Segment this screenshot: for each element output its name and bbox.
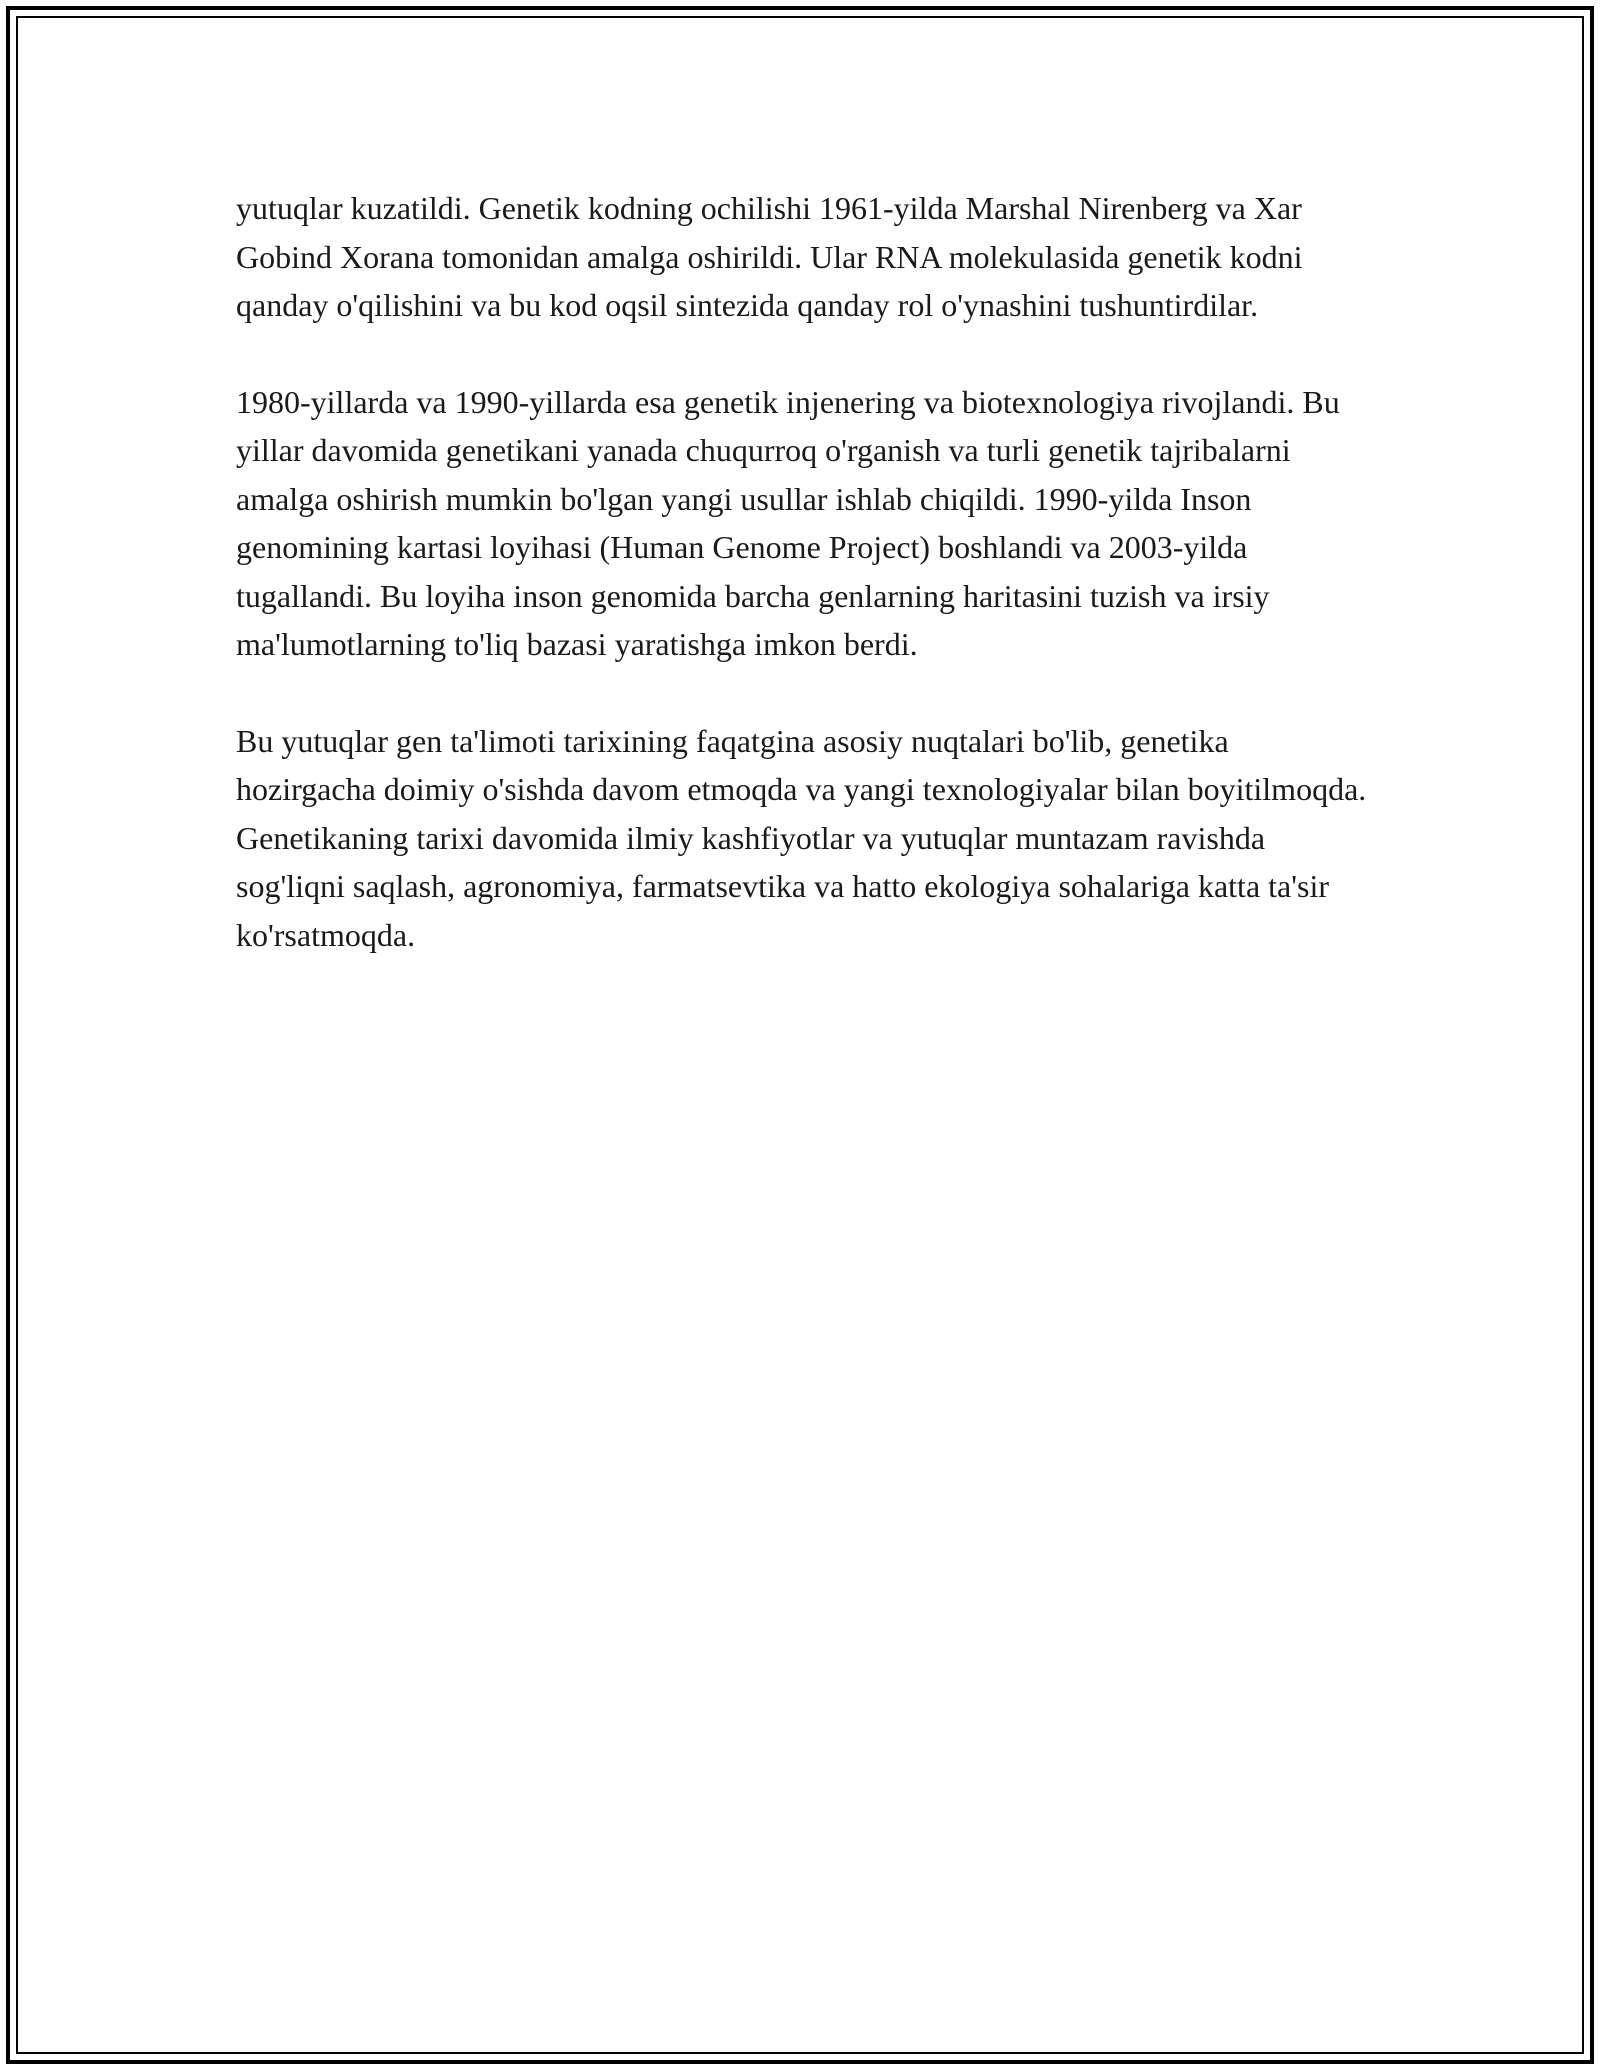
paragraph-genetic-engineering: 1980-yillarda va 1990-yillarda esa genetik injenering va biotexnologiya rivojlandi. Bu yillar davomida genetikani yanada chuqurroq o'rganish va turli genetik tajribalarni amalga oshirish mumkin bo'lgan yangi usullar ishlab chiqildi. 1990-yilda Inson genomining kartasi loyihasi (Human Genome Project) boshlandi va 2003-yilda tugallandi. Bu loyiha inson genomida barcha genlarning haritasini tuzish va irsiy ma'lumotlarning to'liq bazasi yaratishga imkon berdi. xyxy=(236,383,1340,662)
document-body xyxy=(236,184,1376,1007)
paragraph-achievements-summary: Bu yutuqlar gen ta'limoti tarixining faqatgina asosiy nuqtalari bo'lib, genetika hozirgacha doimiy o'sishda davom etmoqda va yangi texnologiyalar bilan boyitilmoqda. Genetikaning tarixi davomida ilmiy kashfiyotlar va yutuqlar muntazam ravishda sog'liqni saqlash, agronomiya, farmatsevtika va hatto ekologiya sohalariga katta ta'sir ko'rsatmoqda. xyxy=(236,722,1367,953)
paragraph-genetic-code: yutuqlar kuzatildi. Genetik kodning ochilishi 1961-yilda Marshal Nirenberg va Xar Gobind Xorana tomonidan amalga oshirildi. Ular RNA molekulasida genetik kodni qanday o'qilishini va bu kod oqsil sintezida qanday rol o'ynashini tushuntirdilar. xyxy=(236,190,1303,323)
